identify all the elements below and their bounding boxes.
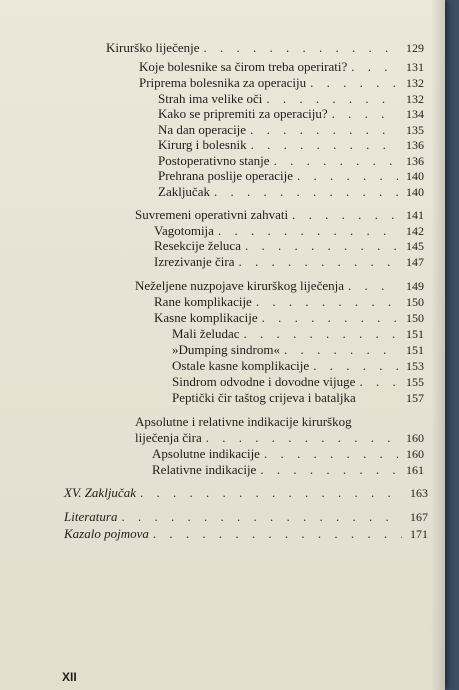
toc-entry <box>64 526 428 542</box>
toc-entry <box>139 59 424 75</box>
toc-entry-title: Apsolutne i relativne indikacije kirurškog <box>135 414 352 429</box>
leader-dots <box>284 342 398 357</box>
toc-entry-title: Apsolutne indikacije <box>152 446 260 461</box>
toc-entry-title: Postoperativno stanje <box>158 153 270 168</box>
toc-entry-title: Literatura <box>64 509 118 524</box>
leader-dots <box>292 207 398 222</box>
toc-entry <box>172 374 424 390</box>
toc-entry-title: Peptički čir taštog crijeva i bataljka <box>172 390 356 405</box>
toc-entry-title: Neželjene nuzpojave kirurškog liječenja <box>135 278 344 293</box>
toc-entry <box>139 75 424 91</box>
leader-dots <box>140 485 402 500</box>
toc-entry-title: Kazalo pojmova <box>64 526 149 541</box>
toc-entry <box>158 106 424 122</box>
toc-entry-title: Kirurško liječenje <box>106 40 200 55</box>
toc-entry <box>135 207 424 223</box>
toc-entry-page: 150 <box>406 295 424 309</box>
toc-entry <box>172 390 424 406</box>
leader-dots <box>359 374 398 389</box>
toc-entry-page: 147 <box>406 255 424 269</box>
leader-dots <box>264 446 398 461</box>
toc-entry-page: 167 <box>410 510 428 524</box>
toc-entry-title: Prehrana poslije operacije <box>158 168 293 183</box>
toc-entry <box>152 446 424 462</box>
toc-entry-page: 132 <box>406 76 424 90</box>
toc-entry-title: liječenja čira <box>135 430 202 445</box>
toc-entry <box>158 122 424 138</box>
toc-entry <box>158 137 424 153</box>
leader-dots <box>262 310 398 325</box>
toc-entry-page: 140 <box>406 185 424 199</box>
toc-entry <box>135 278 424 294</box>
toc-entry-page: 155 <box>406 375 424 389</box>
toc-entry <box>135 430 424 446</box>
leader-dots <box>206 430 398 445</box>
toc-entry <box>64 485 428 501</box>
leader-dots <box>251 137 398 152</box>
toc-entry-title: Resekcije želuca <box>154 238 241 253</box>
toc-entry-title: Rane komplikacije <box>154 294 252 309</box>
toc-entry-page: 153 <box>406 359 424 373</box>
leader-dots <box>256 294 398 309</box>
toc-entry-page: 151 <box>406 327 424 341</box>
leader-dots <box>313 358 398 373</box>
leader-dots <box>351 59 398 74</box>
toc-entry-page: 171 <box>410 527 428 541</box>
toc-entry <box>152 462 424 478</box>
leader-dots <box>244 326 399 341</box>
toc-entry <box>154 238 424 254</box>
toc-entry-page: 150 <box>406 311 424 325</box>
toc-entry <box>158 168 424 184</box>
toc-entry-page: 134 <box>406 107 424 121</box>
toc-entry <box>154 223 424 239</box>
toc-entry-page: 160 <box>406 431 424 445</box>
toc-entry <box>154 254 424 270</box>
toc-entry-page: 136 <box>406 154 424 168</box>
toc-entry-page: 131 <box>406 60 424 74</box>
toc-entry-title: Kasne komplikacije <box>154 310 258 325</box>
toc-entry-title: Zaključak <box>158 184 210 199</box>
toc-entry-page: 141 <box>406 208 424 222</box>
leader-dots <box>238 254 398 269</box>
leader-dots <box>214 184 398 199</box>
toc-entry-title: Kako se pripremiti za operaciju? <box>158 106 328 121</box>
leader-dots <box>153 526 402 541</box>
toc-entry <box>158 91 424 107</box>
toc-entry-title: XV. Zaključak <box>64 485 136 500</box>
toc-entry-title: Na dan operacije <box>158 122 247 137</box>
toc-entry-page: 132 <box>406 92 424 106</box>
toc-entry-page: 149 <box>406 279 424 293</box>
leader-dots <box>266 91 398 106</box>
leader-dots <box>310 75 398 90</box>
toc-entry-title: Koje bolesnike sa čirom treba operirati? <box>139 59 348 74</box>
page-number: XII <box>62 670 77 684</box>
toc-entry <box>172 326 424 342</box>
toc-entry-page: 157 <box>406 391 424 405</box>
toc-entry <box>106 40 424 56</box>
toc-entry-title: Priprema bolesnika za operaciju <box>139 75 307 90</box>
toc-entry <box>158 184 424 200</box>
toc-entry-page: 129 <box>406 41 424 55</box>
toc-entry <box>154 294 424 310</box>
toc-entry-page: 163 <box>410 486 428 500</box>
toc-entry <box>154 310 424 326</box>
toc-entry-page: 135 <box>406 123 424 137</box>
toc-entry-title: Relativne indikacije <box>152 462 257 477</box>
toc-entry <box>172 342 424 358</box>
leader-dots <box>332 106 398 121</box>
leader-dots <box>348 278 398 293</box>
leader-dots <box>260 462 398 477</box>
toc-entry-title: Mali želudac <box>172 326 240 341</box>
toc-entry-title: »Dumping sindrom« <box>172 342 280 357</box>
leader-dots <box>204 40 399 55</box>
leader-dots <box>121 509 402 524</box>
leader-dots <box>218 223 398 238</box>
leader-dots <box>274 153 398 168</box>
toc-entry-title: Sindrom odvodne i dovodne vijuge <box>172 374 356 389</box>
leader-dots <box>250 122 398 137</box>
toc-entry-page: 151 <box>406 343 424 357</box>
toc-entry-page: 160 <box>406 447 424 461</box>
leader-dots <box>245 238 398 253</box>
toc-entry <box>64 509 428 525</box>
toc-entry-page: 145 <box>406 239 424 253</box>
toc-entry <box>172 358 424 374</box>
toc-entry-title: Strah ima velike oči <box>158 91 263 106</box>
toc-entry-title: Suvremeni operativni zahvati <box>135 207 289 222</box>
toc-entry-page: 140 <box>406 169 424 183</box>
toc-entry-page: 136 <box>406 138 424 152</box>
toc-entry-title: Ostale kasne komplikacije <box>172 358 310 373</box>
toc-entry-page: 161 <box>406 463 424 477</box>
toc-entry-page: 142 <box>406 224 424 238</box>
toc-entry-title: Izrezivanje čira <box>154 254 235 269</box>
toc-entry-title: Vagotomija <box>154 223 214 238</box>
leader-dots <box>297 168 398 183</box>
toc-entry-title: Kirurg i bolesnik <box>158 137 247 152</box>
toc-entry <box>158 153 424 169</box>
